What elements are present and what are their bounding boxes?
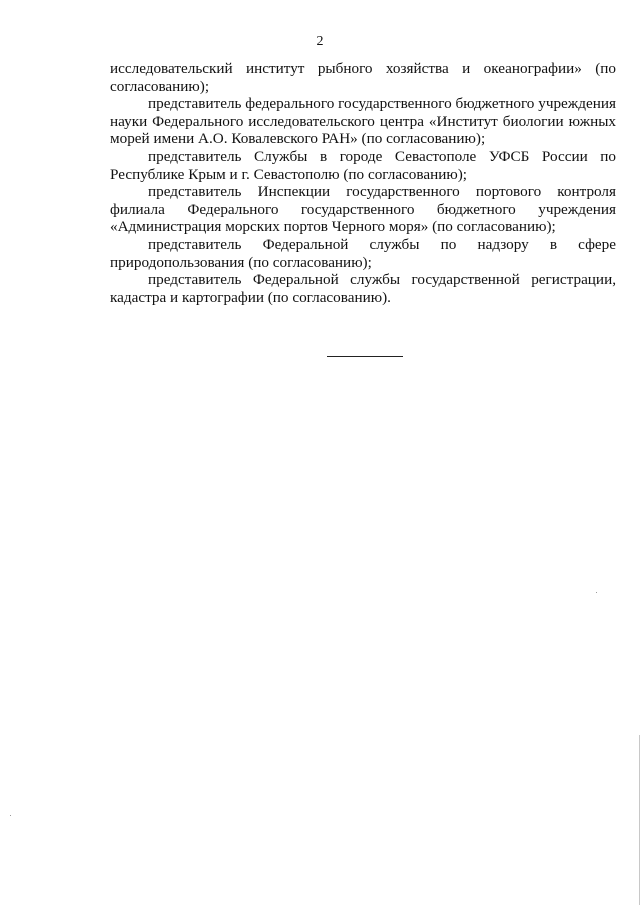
paragraph-nature-supervision-representative: представитель Федеральной службы по надзору в сфере природопользования (по согласованию); bbox=[110, 235, 616, 271]
paragraph-research-institute-continued: исследовательский институт рыбного хозяйства и океанографии» (по согласованию); bbox=[110, 60, 616, 95]
paragraph-fsb-representative: представитель Службы в городе Севастополе УФСБ России по Республике Крым и г. Севастополю (по согласованию); bbox=[110, 147, 616, 183]
scan-speck bbox=[10, 815, 11, 816]
member-list bbox=[110, 60, 616, 306]
paragraph-port-control-representative: представитель Инспекции государственного портового контроля филиала Федерального государственного бюджетного учреждения «Администрация морских портов Черного моря» (по согласованию); bbox=[110, 183, 616, 236]
paragraph-biology-institute-representative: представитель федерального государственного бюджетного учреждения науки Федерального исследовательского центра «Институт биологии южных морей имени А.О. Ковалевского РАН» (по согласованию); bbox=[110, 95, 616, 148]
page-number: 2 bbox=[316, 34, 324, 49]
paragraph-rosreestr-representative: представитель Федеральной службы государственной регистрации, кадастра и картографии (по согласованию). bbox=[110, 271, 616, 306]
scan-speck bbox=[596, 592, 597, 593]
end-of-list-divider bbox=[327, 356, 403, 357]
